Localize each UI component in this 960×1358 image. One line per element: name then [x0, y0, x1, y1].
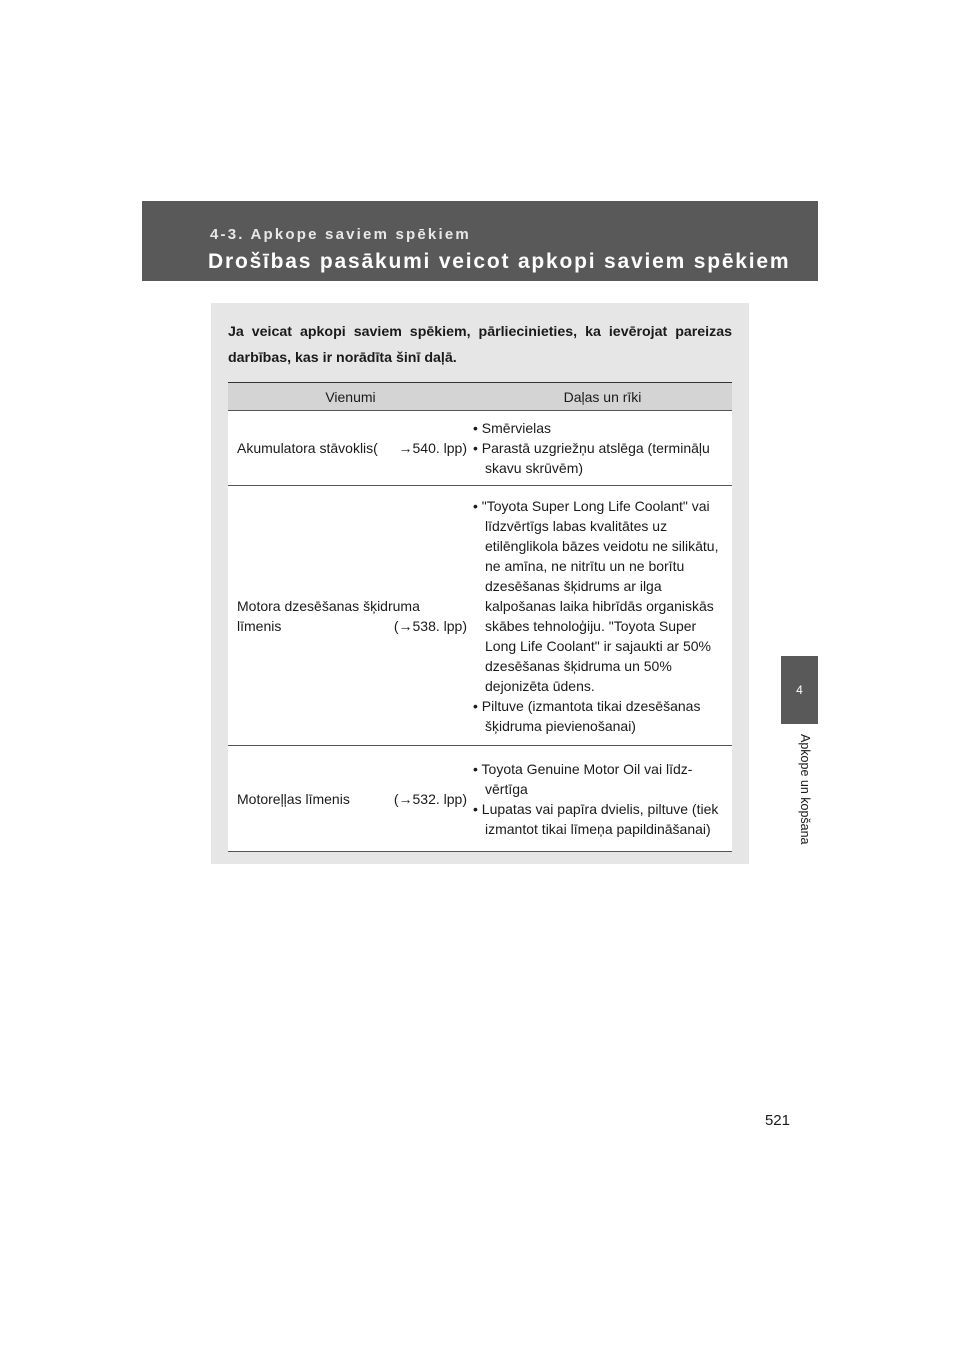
item-text: Akumulatora stāvoklis(	[237, 440, 378, 456]
tool-item: • "Toyota Super Long Life Coolant" vai līdzvērtīgs labas kvalitātes uz etilēnglikola bāzes veidotu ne silikātu, ne amīna, ne nitrītu un ne borītu dzesēšanas šķidrums ar ilga kalpošanas laika hibrīdās organiskās skābes tehnoloģiju. "Toyota Super Long Life Coolant" ir sajaukti ar 50% dzesēšanas šķidruma un 50% dejonizēta ūdens.	[473, 497, 719, 694]
table-header-row	[228, 383, 732, 411]
item-line	[237, 596, 467, 616]
chapter-tab	[781, 656, 818, 724]
item-text: Motoreļļas līmenis	[237, 790, 350, 807]
column-header-items: Vienumi	[228, 383, 473, 411]
item-line	[237, 789, 467, 809]
tool-item: • Parastā uzgriežņu atslēga (termināļu skavu skrūvēm)	[473, 440, 710, 476]
section-label: 4-3. Apkope saviem spēkiem	[210, 226, 471, 243]
tool-item: • Smērvielas	[473, 420, 552, 436]
table-row	[228, 411, 732, 486]
tools-cell	[473, 486, 732, 746]
tool-item: • Piltuve (izmantota tikai dzesēšanas šķidruma pievienošanai)	[473, 697, 701, 734]
tools-cell	[473, 411, 732, 486]
section-header	[142, 201, 818, 281]
tool-item: • Lupatas vai papīra dvielis, piltuve (tiek izmantot tikai līmeņa papildināšanai)	[473, 800, 719, 837]
page-reference: →540. lpp)	[398, 440, 467, 456]
page-number: 521	[764, 1112, 790, 1129]
tools-cell	[473, 746, 732, 852]
item-cell	[228, 411, 473, 486]
item-cell	[228, 486, 473, 746]
column-header-tools: Daļas un rīki	[473, 383, 732, 411]
item-line	[237, 438, 467, 458]
page-reference: (→538. lpp)	[393, 617, 467, 634]
page-reference: (→532. lpp)	[393, 790, 467, 807]
item-cell	[228, 746, 473, 852]
intro-text: Ja veicat apkopi saviem spēkiem, pārliecinieties, ka ievērojat pareizas darbības, kas ir norādīta šinī daļā.	[228, 324, 732, 366]
page-title: Drošības pasākumi veicot apkopi saviem spēkiem	[208, 250, 791, 273]
chapter-number: 4	[796, 683, 803, 697]
item-text: Motora dzesēšanas šķidruma	[237, 597, 420, 614]
table-row	[228, 746, 732, 852]
content-panel	[211, 303, 749, 864]
tools-table	[228, 382, 732, 852]
tool-item: • Toyota Genuine Motor Oil vai līdzvērtīga	[473, 760, 693, 797]
item-text: līmenis	[237, 617, 282, 634]
item-line	[237, 616, 467, 636]
table-row	[228, 486, 732, 746]
chapter-label: Apkope un kopšana	[798, 734, 812, 845]
